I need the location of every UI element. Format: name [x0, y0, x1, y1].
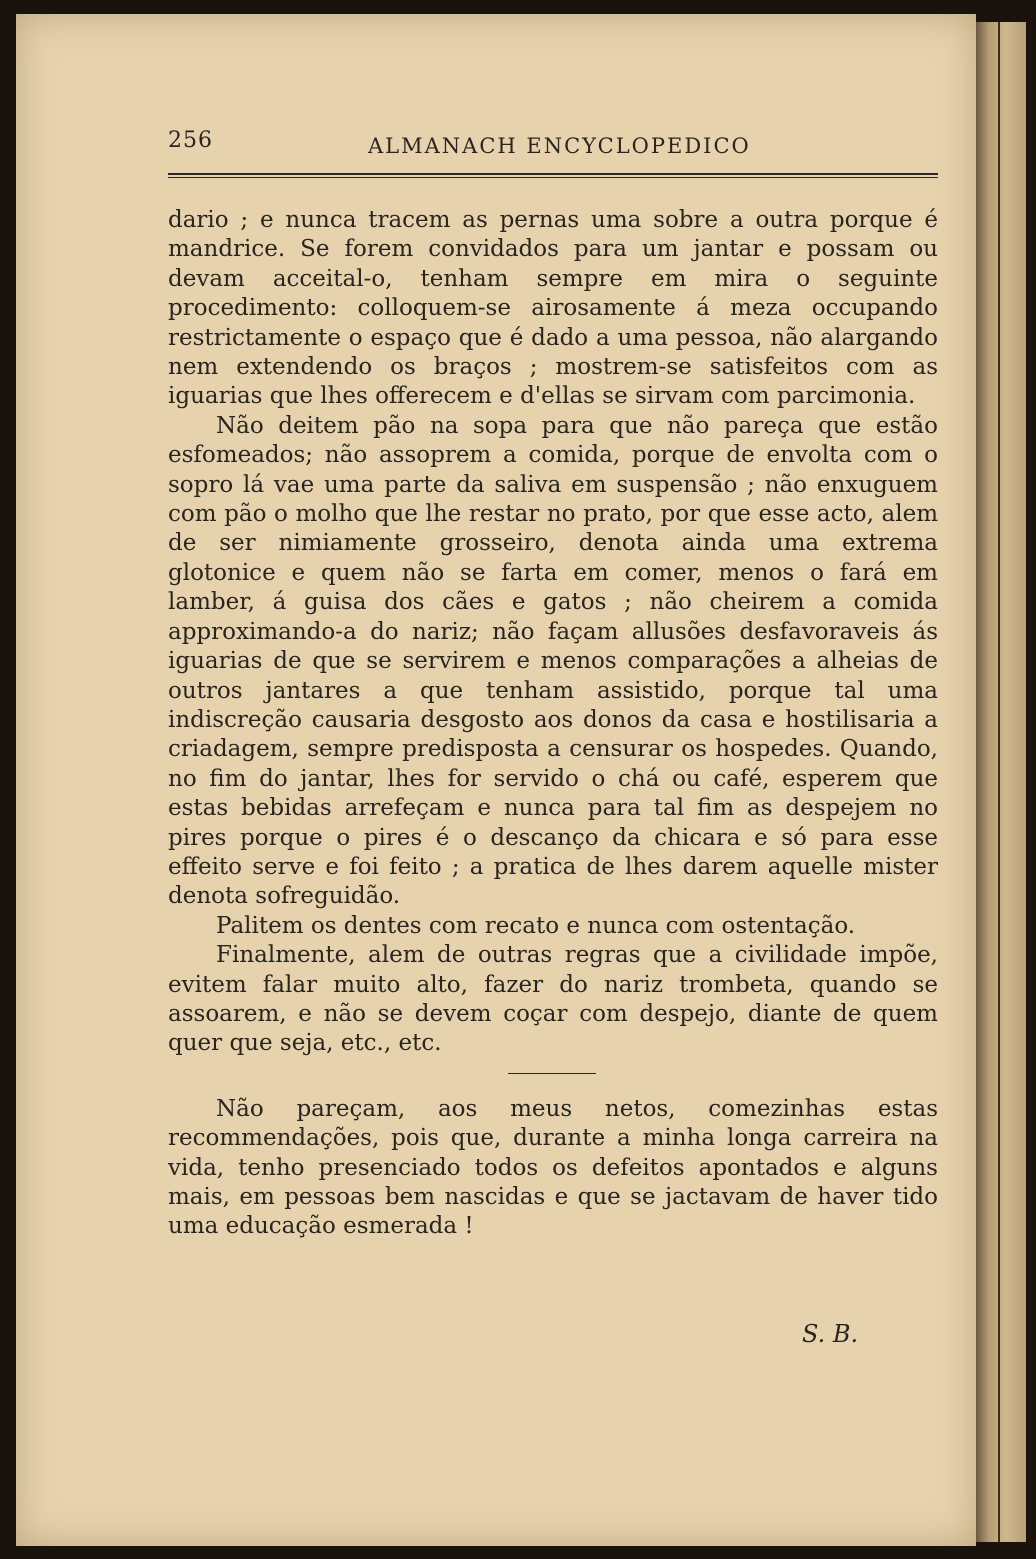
- section-separator: [168, 1059, 938, 1089]
- paragraph: dario ; e nunca tracem as pernas uma sobre a outra porque é mandrice. Se forem convidados para um jantar e possam ou devam acceital-o, tenham sempre em mira o seguinte procedimento: colloquem-se airosamente á meza occupando restrictamente o espaço que é dado a uma pessoa, não alargando nem extendendo os braços ; mostrem-se satisfeitos com as iguarias que lhes offerecem e d'ellas se sirvam com parcimonia.: [168, 207, 938, 410]
- paragraph: Não deitem pão na sopa para que não pareça que estão esfomeados; não assoprem a comida, porque de envolta com o sopro lá vae uma parte da saliva em suspensão ; não enxuguem com pão o molho que lhe restar no prato, por que esse acto, alem de ser nimiamente grosseiro, denota ainda uma extrema glotonice e quem não se farta em comer, menos o fará em lamber, á guisa dos cães e gatos ; não cheirem a comida approximando-a do nariz; não façam allusões desfavoraveis ás iguarias de que se servirem e menos comparações a alheias de outros jantares a que tenham assistido, porque tal uma indiscreção causaria desgosto aos donos da casa e hostilisaria a criadagem, sempre predisposta a censurar os hospedes. Quando, no fim do jantar, lhes for servido o chá ou café, esperem que estas bebidas arrefeçam e nunca para tal fim as despejem no pires porque o pires é o descanço da chicara e só para esse effeito serve e foi feito ; a pratica de lhes darem aquelle mister denota sofreguidão.: [168, 412, 938, 910]
- signature: S. B.: [802, 1320, 859, 1348]
- adjacent-page-edge: [976, 22, 1026, 1542]
- running-title: ALMANACH ENCYCLOPEDICO: [368, 134, 751, 158]
- header-rule-thin: [168, 177, 938, 178]
- page-header: [168, 128, 948, 168]
- paragraph: Palitem os dentes com recato e nunca com ostentação.: [216, 912, 856, 939]
- paragraph: Não pareçam, aos meus netos, comezinhas estas recommendações, pois que, durante a minha longa carreira na vida, tenho presenciado todos os defeitos apontados e alguns mais, em pessoas bem nascidas e que se jactavam de haver tido uma educação esmerada !: [168, 1095, 938, 1240]
- header-rule: [168, 173, 938, 175]
- separator-line: [508, 1073, 596, 1074]
- paragraph: Finalmente, alem de outras regras que a civilidade impõe, evitem falar muito alto, fazer do nariz trombeta, quando se assoarem, e não se devem coçar com despejo, diante de quem quer que seja, etc., etc.: [168, 942, 938, 1057]
- page-number: 256: [168, 128, 213, 153]
- body-text: [168, 206, 938, 1242]
